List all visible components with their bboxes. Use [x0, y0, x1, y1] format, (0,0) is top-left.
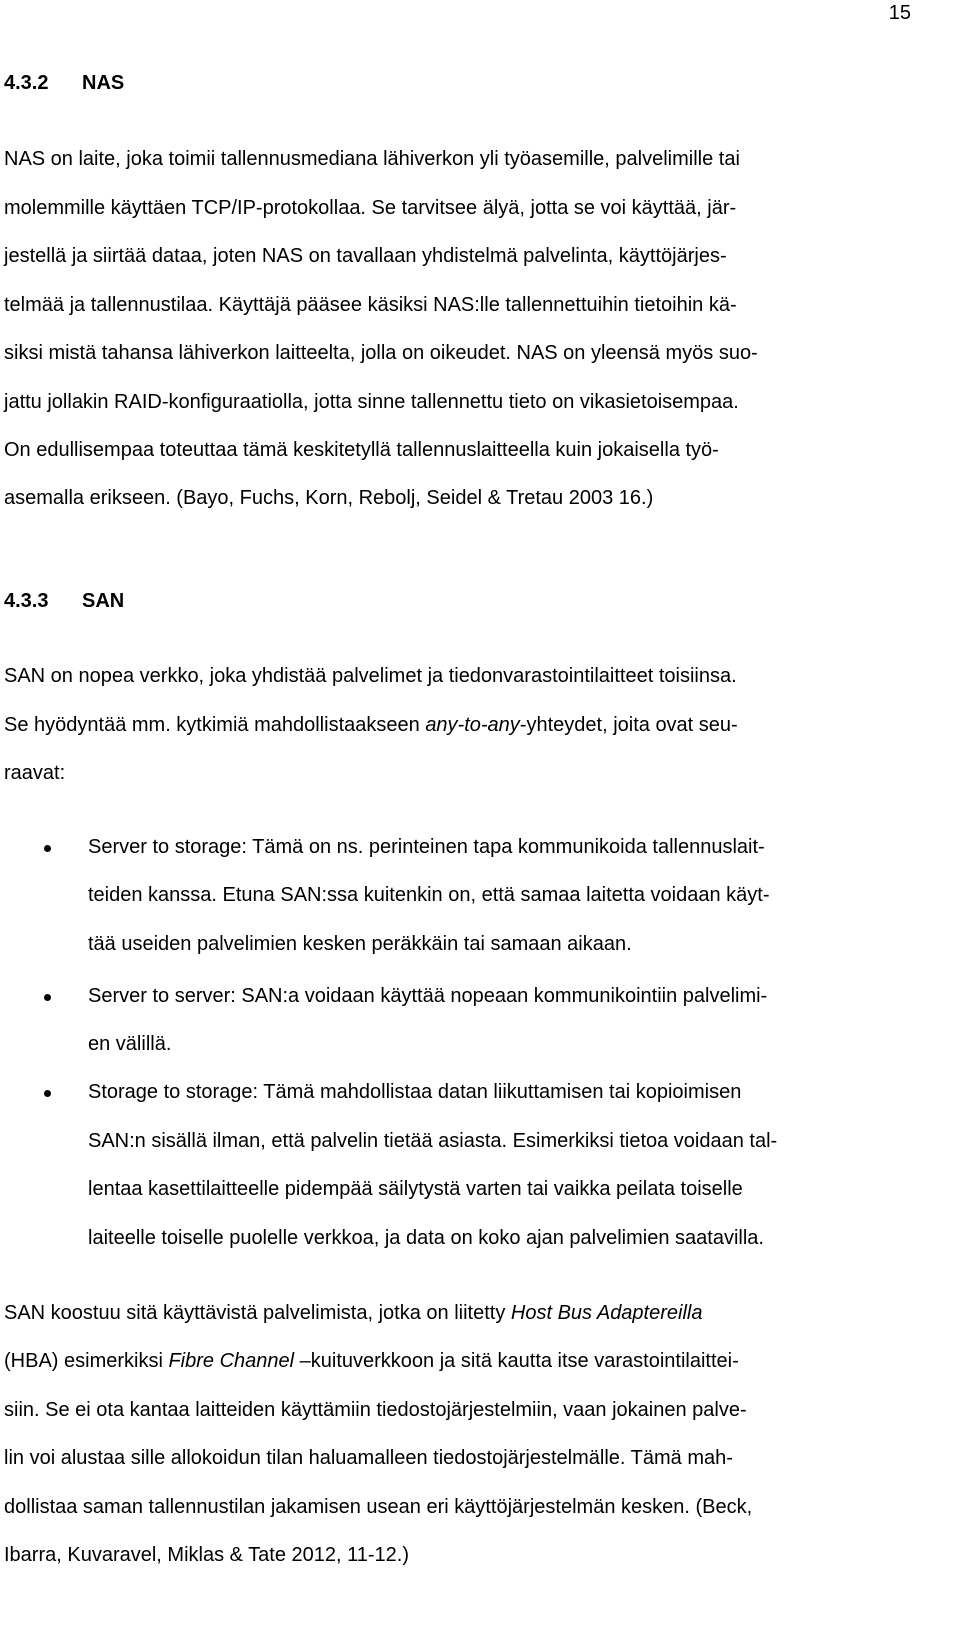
text-line: Se hyödyntää mm. kytkimiä mahdollistaakseen any-to-any-yhteydet, joita ovat seu- — [4, 714, 738, 736]
section-number: 4.3.2 — [4, 72, 49, 94]
italic-term: Host Bus Adaptereilla — [510, 1302, 703, 1324]
text-line: lentaa kasettilaitteelle pidempää säilytystä varten tai vaikka peilata toiselle — [88, 1178, 743, 1200]
text-line: teiden kanssa. Etuna SAN:ssa kuitenkin on, että samaa laitetta voidaan käyt- — [88, 884, 770, 906]
text-line: SAN on nopea verkko, joka yhdistää palvelimet ja tiedonvarastointilaitteet toisiinsa. — [4, 665, 737, 687]
section-title: SAN — [82, 590, 125, 612]
text-line: siin. Se ei ota kantaa laitteiden käyttämiin tiedostojärjestelmiin, vaan jokainen palve- — [4, 1399, 747, 1421]
text-line: en välillä. — [88, 1033, 172, 1055]
section-number: 4.3.3 — [4, 590, 49, 612]
text-line: tää useiden palvelimien kesken peräkkäin tai samaan aikaan. — [88, 933, 632, 955]
bullet-icon — [44, 994, 51, 1001]
italic-term: any-to-any — [425, 714, 520, 736]
section-heading-nas — [4, 72, 124, 95]
text-line: jattu jollakin RAID-konfiguraatiolla, jotta sinne tallennettu tieto on vikasietoisempaa. — [4, 391, 739, 413]
bullet-icon — [44, 845, 51, 852]
text-line: jestellä ja siirtää dataa, joten NAS on tavallaan yhdistelmä palvelinta, käyttöjärjes- — [4, 245, 727, 267]
text-line: raavat: — [4, 762, 66, 784]
text-line: Server to server: SAN:a voidaan käyttää nopeaan kommunikointiin palvelimi- — [88, 985, 768, 1007]
text-line: Server to storage: Tämä on ns. perinteinen tapa kommunikoida tallennuslait- — [88, 836, 765, 858]
text-line: On edullisempaa toteuttaa tämä keskitetyllä tallennuslaitteella kuin jokaisella työ- — [4, 439, 719, 461]
text-line: laiteelle toiselle puolelle verkkoa, ja data on koko ajan palvelimien saatavilla. — [88, 1227, 764, 1249]
text-line: NAS on laite, joka toimii tallennusmediana lähiverkon yli työasemille, palvelimille tai — [4, 148, 740, 170]
text-line: (HBA) esimerkiksi Fibre Channel –kuituverkkoon ja sitä kautta itse varastointilaittei- — [4, 1350, 739, 1372]
text-line: dollistaa saman tallennustilan jakamisen usean eri käyttöjärjestelmän kesken. (Beck, — [4, 1496, 753, 1518]
text-line: siksi mistä tahansa lähiverkon laitteelta, jolla on oikeudet. NAS on yleensä myös suo- — [4, 342, 758, 364]
text-line: Ibarra, Kuvaravel, Miklas & Tate 2012, 11-12.) — [4, 1544, 410, 1566]
text-line: SAN:n sisällä ilman, että palvelin tietää asiasta. Esimerkiksi tietoa voidaan tal- — [88, 1130, 778, 1152]
text-line: molemmille käyttäen TCP/IP-protokollaa. Se tarvitsee älyä, jotta se voi käyttää, jär- — [4, 197, 737, 219]
italic-term: Fibre Channel — [168, 1350, 295, 1372]
page-number: 15 — [888, 2, 911, 24]
text-line: asemalla erikseen. (Bayo, Fuchs, Korn, Rebolj, Seidel & Tretau 2003 16.) — [4, 487, 654, 509]
text-line: Storage to storage: Tämä mahdollistaa datan liikuttamisen tai kopioimisen — [88, 1081, 742, 1103]
section-heading-san — [4, 590, 124, 613]
text-line: SAN koostuu sitä käyttävistä palvelimista, jotka on liitetty Host Bus Adaptereilla — [4, 1302, 703, 1324]
text-line: lin voi alustaa sille allokoidun tilan haluamalleen tiedostojärjestelmälle. Tämä mah- — [4, 1447, 733, 1469]
text-line: telmää ja tallennustilaa. Käyttäjä pääsee käsiksi NAS:lle tallennettuihin tietoihin kä- — [4, 294, 737, 316]
bullet-icon — [44, 1090, 51, 1097]
section-title: NAS — [82, 72, 125, 94]
